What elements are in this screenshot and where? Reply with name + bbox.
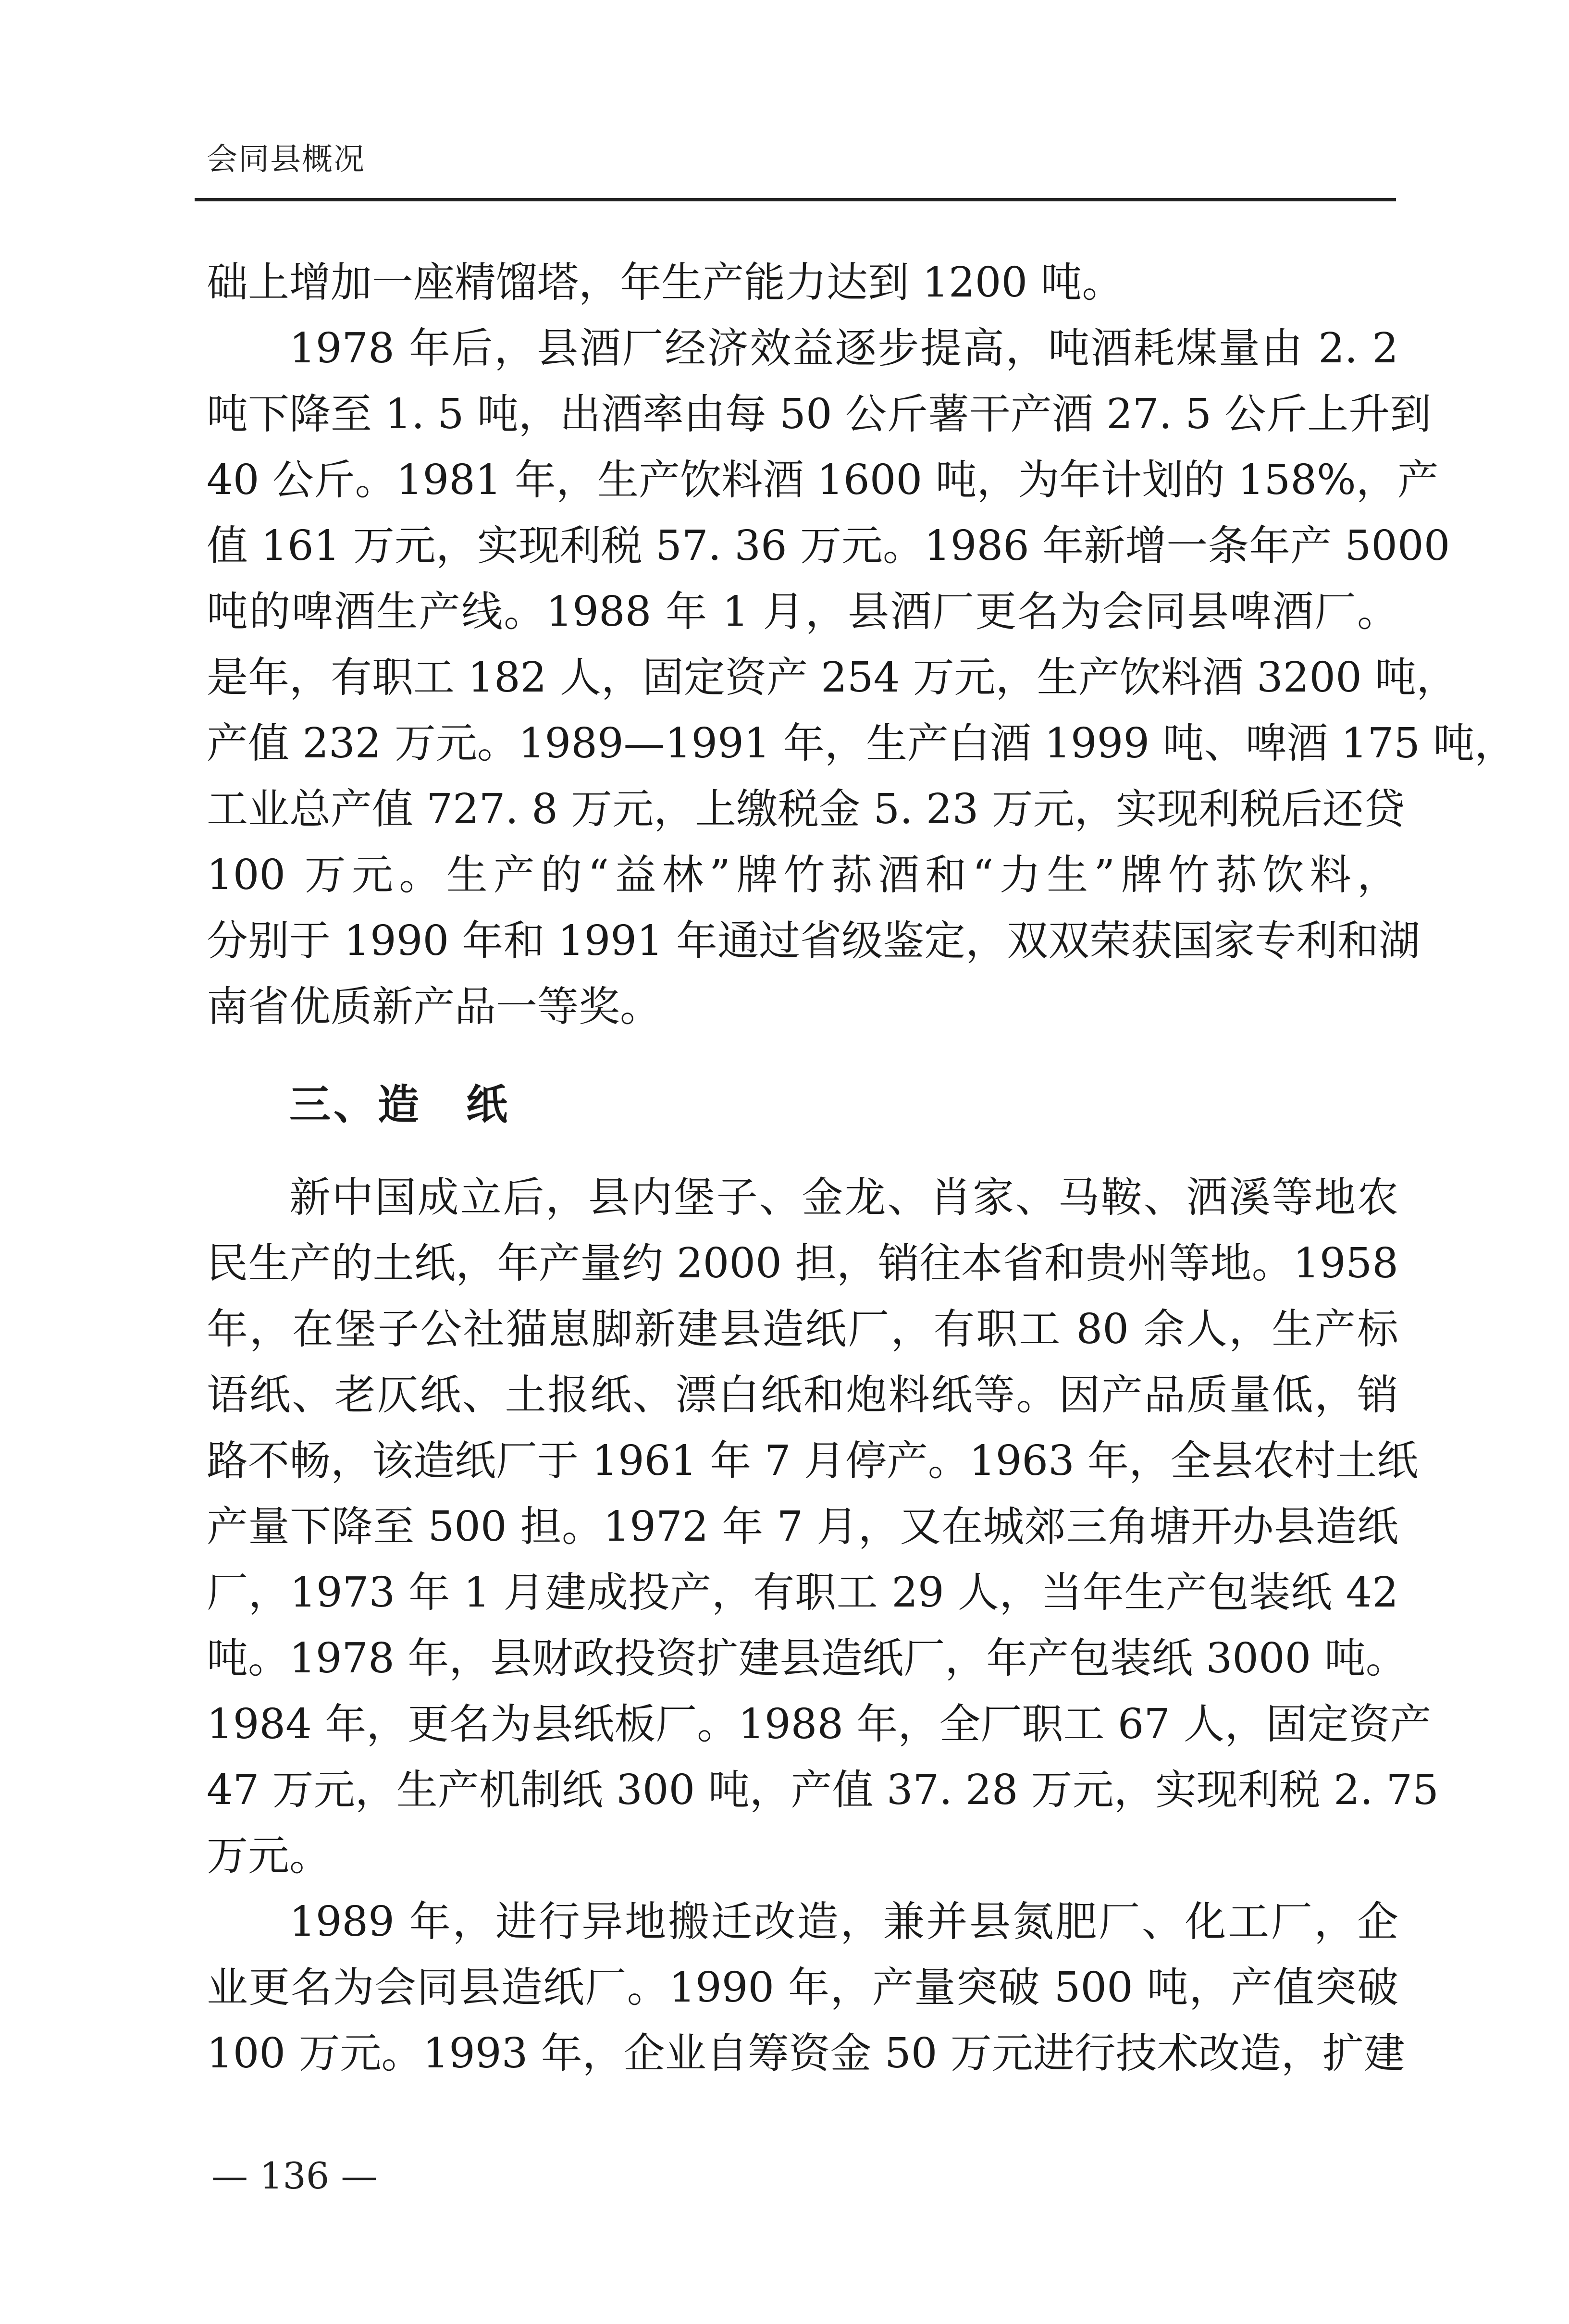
text-line: 值 161 万元，实现利税 57. 36 万元。1986 年新增一条年产 5000 [207,522,1450,570]
text-line: 语纸、老仄纸、土报纸、漂白纸和炮料纸等。因产品质量低，销 [207,1371,1398,1419]
text-line: 1989 年，进行异地搬迁改造，兼并县氮肥厂、化工厂，企 [289,1898,1398,1946]
section-heading: 三、造 纸 [289,1081,510,1129]
text-line: 厂，1973 年 1 月建成投产，有职工 29 人，当年生产包装纸 42 [207,1569,1398,1617]
text-line: 年，在堡子公社猫崽脚新建县造纸厂，有职工 80 余人，生产标 [207,1305,1398,1353]
text-line: 产量下降至 500 担。1972 年 7 月，又在城郊三角塘开办县造纸 [207,1503,1398,1551]
text-line: 础上增加一座精馏塔，年生产能力达到 1200 吨。 [207,259,1124,307]
text-line: 万元。 [207,1832,331,1880]
text-line: 南省优质新产品一等奖。 [207,983,661,1031]
header-rule [195,198,1396,201]
text-line: 吨的啤酒生产线。1988 年 1 月，县酒厂更名为会同县啤酒厂。 [207,588,1398,636]
text-line: 1984 年，更名为县纸板厂。1988 年，全厂职工 67 人，固定资产 [207,1700,1432,1748]
text-line: 是年，有职工 182 人，固定资产 254 万元，生产饮料酒 3200 吨， [207,654,1458,702]
paragraph-1 [207,250,1398,316]
text-line: 吨下降至 1. 5 吨，出酒率由每 50 公斤薯干产酒 27. 5 公斤上升到 [207,390,1432,438]
body-text [207,250,1516,2087]
text-line: 产值 232 万元。1989—1991 年，生产白酒 1999 吨、啤酒 175 吨， [207,719,1516,767]
text-line: 分别于 1990 年和 1991 年通过省级鉴定，双双荣获国家专利和湖 [207,917,1421,965]
text-line: 47 万元，生产机制纸 300 吨，产值 37. 28 万元，实现利税 2. 75 [207,1766,1439,1814]
text-line: 路不畅，该造纸厂于 1961 年 7 月停产。1963 年，全县农村土纸 [207,1437,1419,1485]
text-line: 新中国成立后，县内堡子、金龙、肖家、马鞍、洒溪等地农 [289,1174,1398,1222]
text-line: 吨。1978 年，县财政投资扩建县造纸厂，年产包装纸 3000 吨。 [207,1634,1407,1682]
paragraph-2 [207,316,1516,1040]
text-line: 业更名为会同县造纸厂。1990 年，产量突破 500 吨，产值突破 [207,1964,1398,2012]
paragraph-4 [207,1889,1405,2087]
text-line: 40 公斤。1981 年，生产饮料酒 1600 吨，为年计划的 158%，产 [207,456,1439,504]
text-line: 100 万元。1993 年，企业自筹资金 50 万元进行技术改造，扩建 [207,2029,1405,2077]
text-line: 民生产的土纸，年产量约 2000 担，销往本省和贵州等地。1958 [207,1239,1398,1287]
text-line: 100 万元。生产的“益林”牌竹荪酒和“力生”牌竹荪饮料， [207,851,1398,899]
paragraph-3 [207,1165,1439,1889]
text-line: 1978 年后，县酒厂经济效益逐步提高，吨酒耗煤量由 2. 2 [289,324,1398,372]
page-number: — 136 — [211,2154,378,2197]
running-header: 会同县概况 [207,142,365,177]
text-line: 工业总产值 727. 8 万元，上缴税金 5. 23 万元，实现利税后还贷 [207,785,1405,833]
